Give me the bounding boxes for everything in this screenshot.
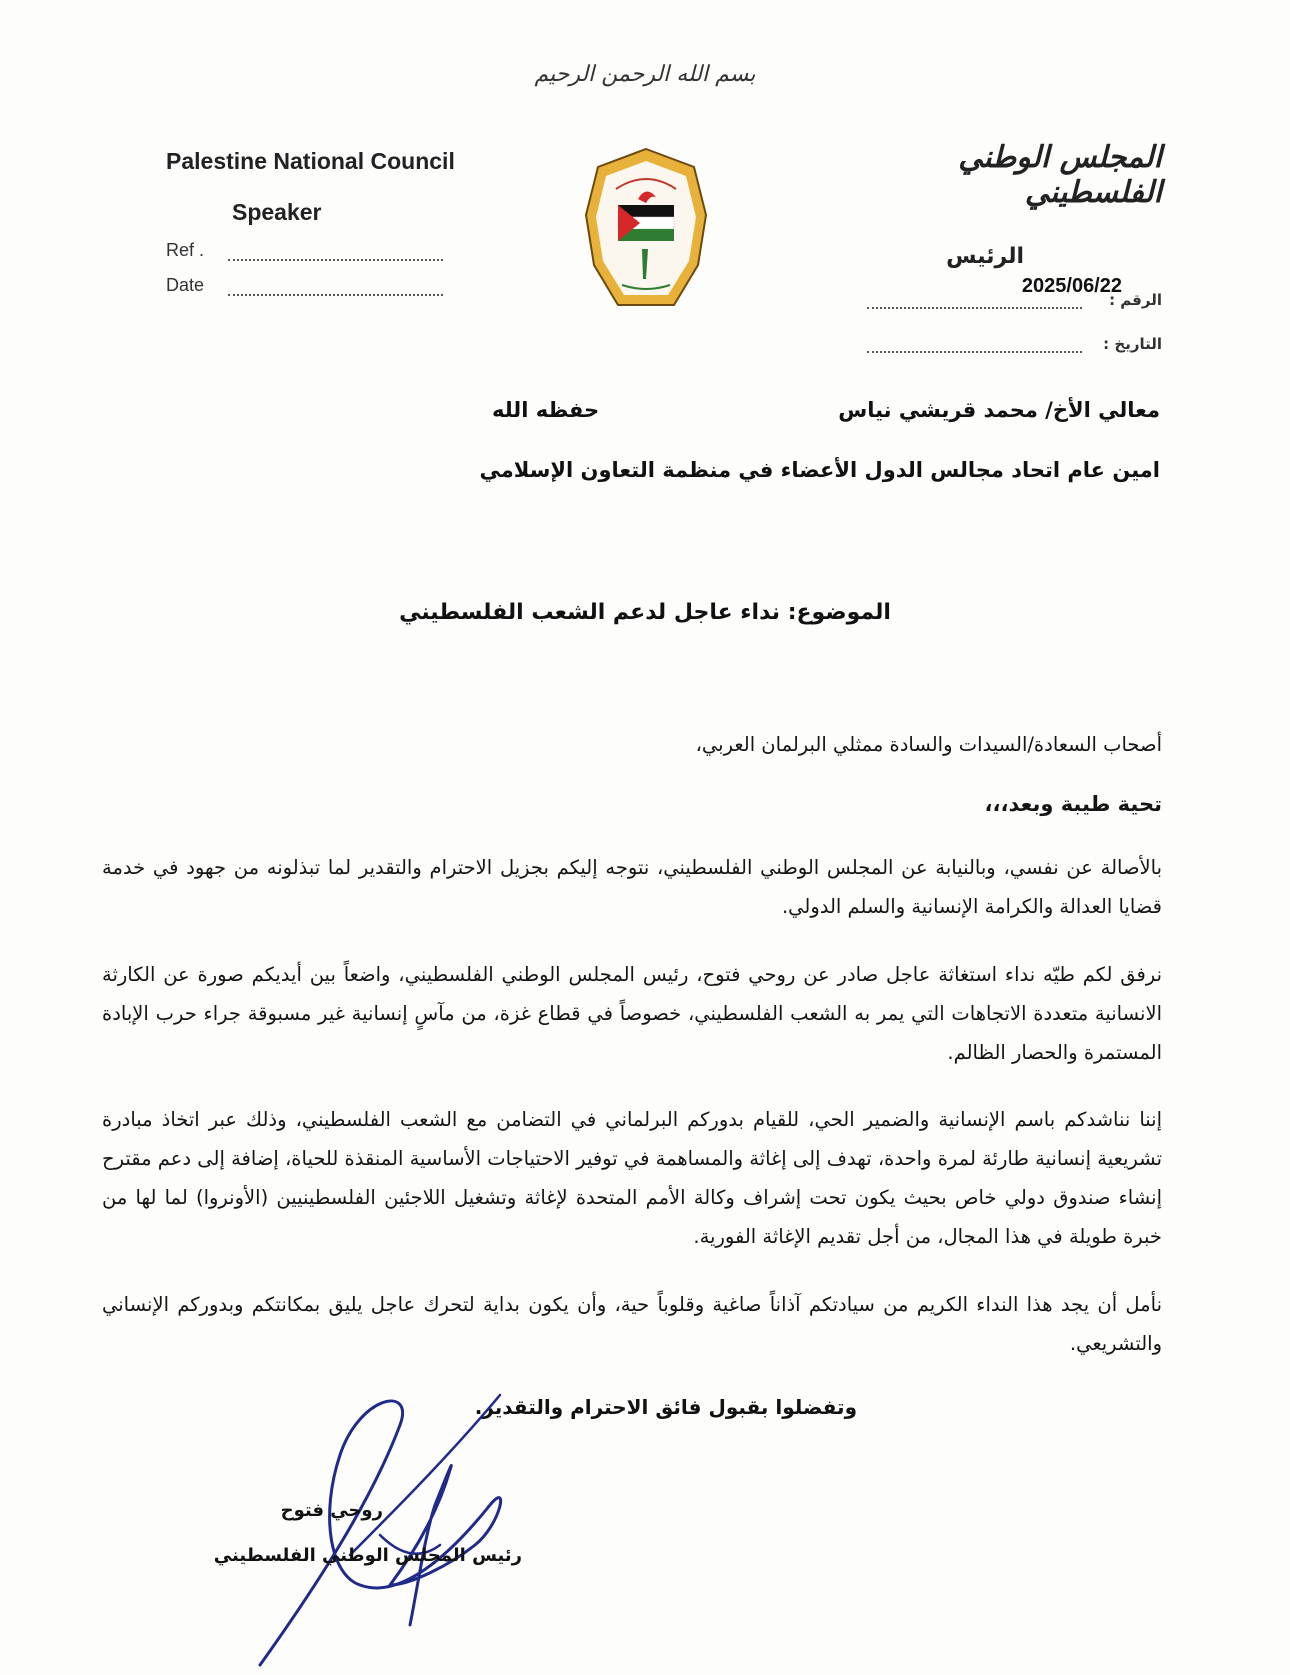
- salutation: أصحاب السعادة/السيدات والسادة ممثلي البرلمان العربي،: [695, 733, 1162, 756]
- signature-icon: [250, 1385, 570, 1670]
- addressee-position: امين عام اتحاد مجالس الدول الأعضاء في منظمة التعاون الإسلامي: [479, 458, 1160, 482]
- addressee-blessing: حفظه الله: [492, 398, 600, 422]
- organization-name-en: Palestine National Council: [166, 148, 455, 174]
- president-title-ar: الرئيس: [946, 244, 1024, 269]
- letter-subject: الموضوع: نداء عاجل لدعم الشعب الفلسطيني: [399, 600, 891, 625]
- ref-dotted-line: [228, 245, 443, 261]
- date-label-ar: التاريخ :: [1103, 335, 1162, 353]
- date-line-en: [166, 275, 506, 296]
- date-dotted-line-ar: [867, 341, 1082, 353]
- date-label-en: Date: [166, 275, 205, 295]
- ref-label-en: Ref .: [166, 240, 205, 260]
- addressee-name: معالي الأخ/ محمد قريشي نياس: [838, 398, 1160, 422]
- closing-line: وتفضلوا بقبول فائق الاحترام والتقدير.: [474, 1395, 857, 1419]
- plo-emblem-icon: [582, 145, 710, 313]
- arabic-letterhead: [832, 140, 1162, 353]
- signatory-name: روحي فتوح: [280, 1500, 383, 1521]
- date-dotted-line: [228, 280, 443, 296]
- signatory-title: رئيس المجلس الوطني الفلسطيني: [213, 1545, 522, 1566]
- addressee-line: [120, 398, 1160, 422]
- ref-dotted-line-ar: [867, 297, 1082, 309]
- paragraph-4: نأمل أن يجد هذا النداء الكريم من سيادتكم آذاناً صاغية وقلوباً حية، وأن يكون بداية لتحرك عاجل يليق بمكانتكم وبدوركم الإنساني والتشريعي.: [102, 1293, 1162, 1355]
- letter-date: 2025/06/22: [1021, 275, 1122, 297]
- organization-name-ar: المجلس الوطني الفلسطيني: [958, 140, 1162, 210]
- basmala: بسم الله الرحمن الرحيم: [534, 62, 756, 87]
- english-letterhead: [166, 148, 506, 296]
- paragraph-2: نرفق لكم طيّه نداء استغاثة عاجل صادر عن روحي فتوح، رئيس المجلس الوطني الفلسطيني، واضعاً بين أيديكم صورة عن الكارثة الانسانية متعددة الاتجاهات التي يمر به الشعب الفلسطيني، خصوصاً في قطاع غزة، من مآسٍ إنسانية غير مسبوقة جراء حرب الإبادة المستمرة والحصار الظالم.: [102, 963, 1162, 1064]
- greeting: تحية طيبة وبعد،،،: [984, 792, 1162, 816]
- ref-line-en: [166, 240, 506, 261]
- ref-label-ar: الرقم :: [1109, 291, 1162, 309]
- paragraph-3: إننا نناشدكم باسم الإنسانية والضمير الحي، للقيام بدوركم البرلماني في التضامن مع الشعب الفلسطيني، وذلك عبر اتخاذ مبادرة تشريعية إنسانية طارئة لمرة واحدة، تهدف إلى إغاثة والمساهمة في توفير الاحتياجات الأساسية المنقذة للحياة، إضافة إلى دعم مقترح إنشاء صندوق دولي خاص بحيث يكون تحت إشراف وكالة الأمم المتحدة لإغاثة وتشغيل اللاجئين الفلسطينيين (الأونروا) لما لها من خبرة طويلة في هذا المجال، من أجل تقديم الإغاثة الفورية.: [102, 1108, 1162, 1248]
- speaker-title-en: Speaker: [232, 199, 322, 225]
- date-line-ar: [832, 335, 1162, 353]
- paragraph-1: بالأصالة عن نفسي، وبالنيابة عن المجلس الوطني الفلسطيني، نتوجه إليكم بجزيل الاحترام والتقدير لما تبذلونه من جهود في خدمة قضايا العدالة والكرامة الإنسانية والسلم الدولي.: [102, 856, 1162, 918]
